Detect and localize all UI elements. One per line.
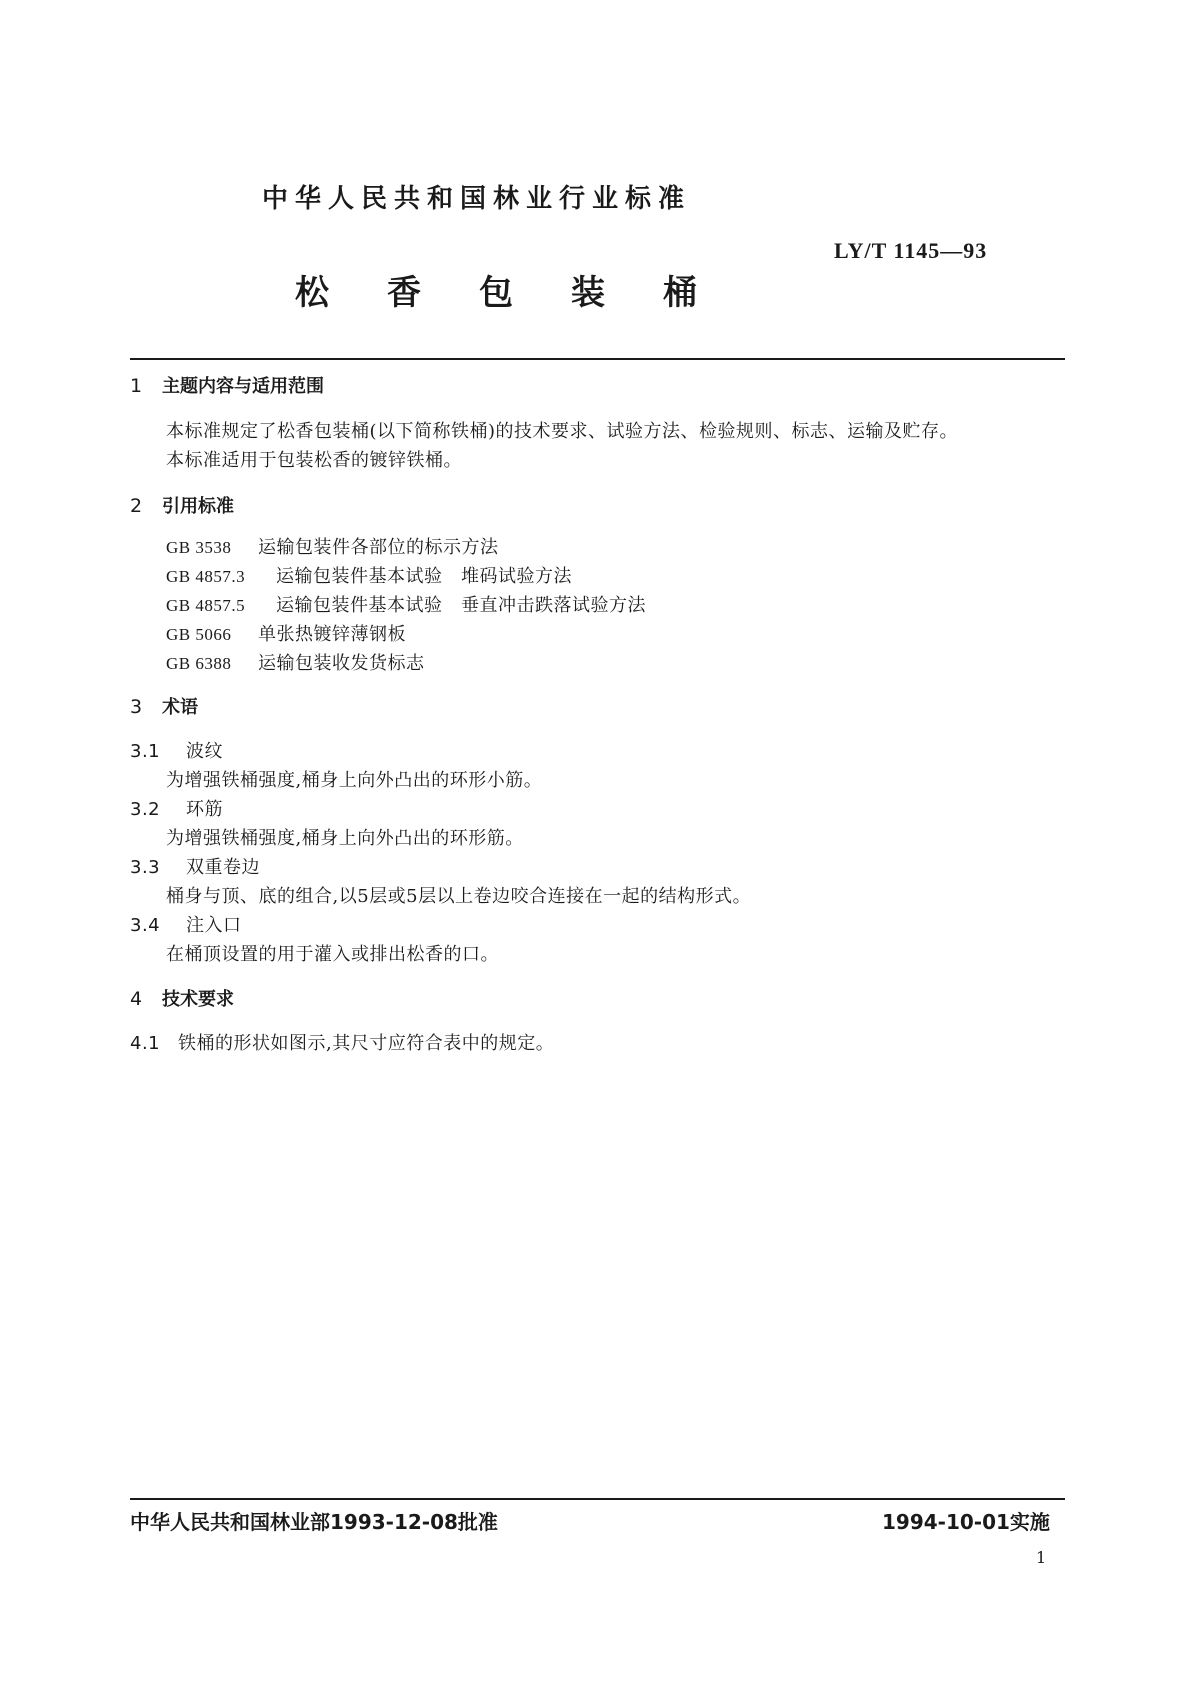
reference-code: GB 4857.3 bbox=[166, 567, 246, 586]
term-name: 注入口 bbox=[186, 915, 242, 936]
header-divider bbox=[130, 358, 1065, 360]
section-1-heading bbox=[130, 372, 324, 398]
section-3-number: 3 bbox=[130, 696, 143, 718]
section-2-title: 引用标准 bbox=[162, 496, 234, 517]
section-2-heading bbox=[130, 492, 234, 518]
section-2-number: 2 bbox=[130, 495, 143, 517]
term-definition: 为增强铁桶强度,桶身上向外凸出的环形筋。 bbox=[166, 828, 524, 849]
term-name: 波纹 bbox=[186, 741, 223, 762]
section-3-heading bbox=[130, 693, 198, 719]
section-1-number: 1 bbox=[130, 375, 143, 397]
reference-title: 运输包装件各部位的标示方法 bbox=[258, 537, 499, 558]
footer-issuer: 中华人民共和国林业部1993-12-08批准 bbox=[130, 1510, 498, 1534]
reference-title: 运输包装件基本试验 堆码试验方法 bbox=[276, 566, 572, 587]
term-definition: 为增强铁桶强度,桶身上向外凸出的环形小筋。 bbox=[166, 770, 543, 791]
section-1-paragraph-1: 本标准规定了松香包装桶(以下简称铁桶)的技术要求、试验方法、检验规则、标志、运输及贮存。 bbox=[166, 421, 959, 442]
standard-type-header: 中华人民共和国林业行业标准 bbox=[262, 184, 692, 214]
footer-effective-date: 1994-10-01实施 bbox=[882, 1510, 1050, 1534]
term-heading bbox=[130, 795, 223, 821]
page-number: 1 bbox=[1036, 1548, 1047, 1567]
reference-title: 运输包装件基本试验 垂直冲击跌落试验方法 bbox=[276, 595, 646, 616]
reference-title: 运输包装收发货标志 bbox=[258, 653, 425, 674]
reference-item bbox=[166, 649, 425, 675]
term-number: 3.2 bbox=[130, 799, 161, 820]
clause-text: 铁桶的形状如图示,其尺寸应符合表中的规定。 bbox=[178, 1033, 555, 1054]
term-name: 双重卷边 bbox=[186, 857, 260, 878]
term-heading bbox=[130, 853, 260, 879]
reference-code: GB 4857.5 bbox=[166, 596, 246, 615]
document-title: 松香包装桶 bbox=[295, 273, 755, 313]
term-heading bbox=[130, 737, 223, 763]
section-3-title: 术语 bbox=[162, 697, 198, 718]
term-number: 3.3 bbox=[130, 857, 161, 878]
clause-number: 4.1 bbox=[130, 1033, 161, 1054]
term-number: 3.1 bbox=[130, 741, 161, 762]
reference-item bbox=[166, 533, 499, 559]
reference-code: GB 3538 bbox=[166, 538, 232, 557]
reference-code: GB 5066 bbox=[166, 625, 232, 644]
term-number: 3.4 bbox=[130, 915, 161, 936]
section-4-heading bbox=[130, 985, 234, 1011]
term-definition: 桶身与顶、底的组合,以5层或5层以上卷边咬合连接在一起的结构形式。 bbox=[166, 886, 752, 907]
standard-code: LY/T 1145—93 bbox=[834, 238, 988, 263]
section-1-title: 主题内容与适用范围 bbox=[162, 376, 324, 397]
reference-item bbox=[166, 591, 646, 617]
reference-code: GB 6388 bbox=[166, 654, 232, 673]
clause-4-1 bbox=[130, 1029, 554, 1055]
footer-divider bbox=[130, 1498, 1065, 1500]
term-heading bbox=[130, 911, 242, 937]
reference-item bbox=[166, 562, 572, 588]
reference-title: 单张热镀锌薄钢板 bbox=[258, 624, 406, 645]
reference-item bbox=[166, 620, 406, 646]
section-4-number: 4 bbox=[130, 988, 143, 1010]
term-name: 环筋 bbox=[186, 799, 223, 820]
term-definition: 在桶顶设置的用于灌入或排出松香的口。 bbox=[166, 944, 499, 965]
section-1-paragraph-2: 本标准适用于包装松香的镀锌铁桶。 bbox=[166, 450, 462, 471]
section-4-title: 技术要求 bbox=[162, 989, 234, 1010]
